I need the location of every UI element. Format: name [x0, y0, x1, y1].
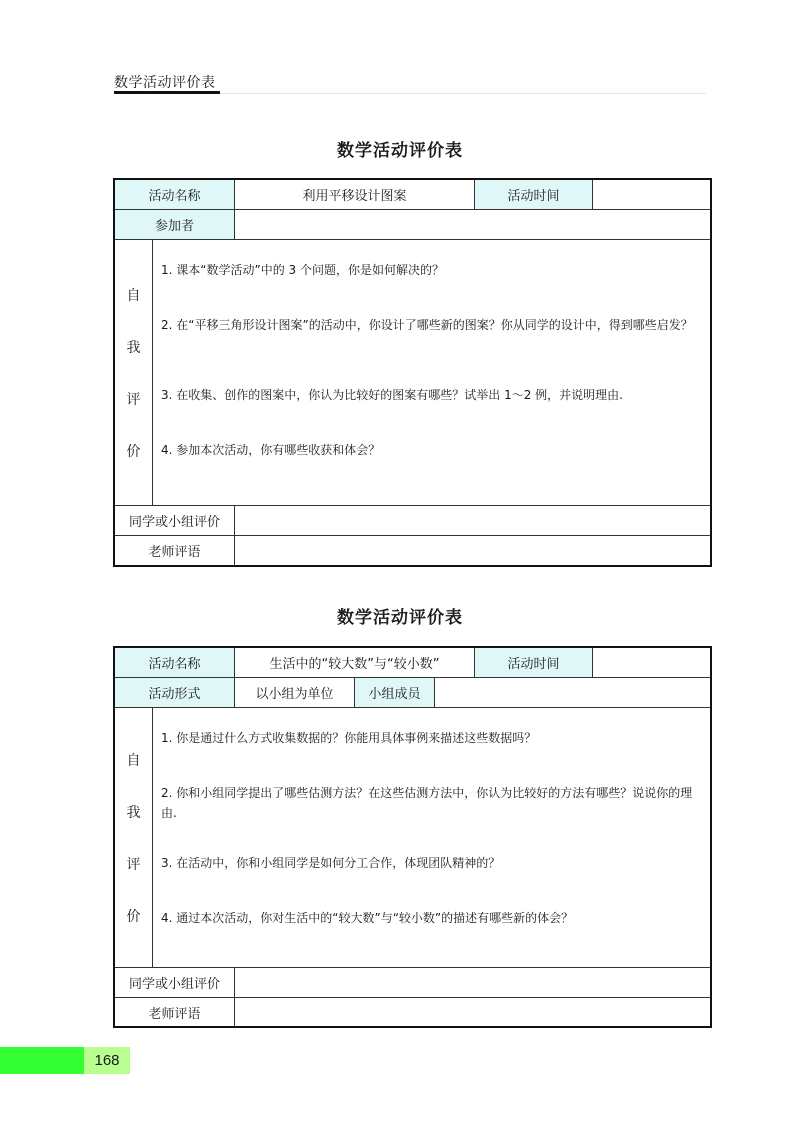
question-item: 3. 在活动中，你和小组同学是如何分工合作，体现团队精神的？ [161, 856, 501, 870]
activity-time-value [593, 180, 710, 209]
activity-name-value: 生活中的“较大数”与“较小数” [235, 648, 475, 677]
running-header-title: 数学活动评价表 [114, 75, 216, 91]
activity-time-label: 活动时间 [475, 648, 593, 677]
page-footer [0, 1047, 130, 1074]
activity-form-value: 以小组为单位 [235, 678, 355, 707]
peer-evaluation-value [235, 506, 710, 535]
participants-value [235, 210, 710, 239]
table-row [115, 678, 710, 708]
table-2-title: 数学活动评价表 [337, 608, 463, 628]
self-evaluation-label: 自 我 评 价 [115, 708, 153, 967]
table-row [115, 536, 710, 565]
question-item: 1. 课本“数学活动”中的 3 个问题，你是如何解决的？ [161, 263, 444, 277]
peer-evaluation-label: 同学或小组评价 [115, 968, 235, 997]
question-item: 4. 通过本次活动，你对生活中的“较大数”与“较小数”的描述有哪些新的体会？ [161, 911, 574, 925]
question-list [153, 708, 710, 967]
table-row [115, 998, 710, 1026]
table-row [115, 210, 710, 240]
page-number: 168 [84, 1047, 130, 1074]
table-row [115, 180, 710, 210]
self-evaluation-section [115, 240, 710, 506]
table-row [115, 506, 710, 536]
group-members-value [435, 678, 710, 707]
self-evaluation-label: 自 我 评 价 [115, 240, 153, 505]
teacher-comment-label: 老师评语 [115, 536, 235, 565]
table-row [115, 648, 710, 678]
activity-name-label: 活动名称 [115, 180, 235, 209]
question-item: 2. 在“平移三角形设计图案”的活动中，你设计了哪些新的图案？你从同学的设计中，得到哪些启发？ [161, 318, 693, 332]
teacher-comment-value [235, 998, 710, 1026]
self-evaluation-section [115, 708, 710, 968]
footer-color-bar [0, 1047, 84, 1074]
evaluation-table-1 [113, 178, 712, 567]
peer-evaluation-value [235, 968, 710, 997]
activity-name-label: 活动名称 [115, 648, 235, 677]
activity-form-label: 活动形式 [115, 678, 235, 707]
peer-evaluation-label: 同学或小组评价 [115, 506, 235, 535]
activity-name-value: 利用平移设计图案 [235, 180, 475, 209]
teacher-comment-label: 老师评语 [115, 998, 235, 1026]
participants-label: 参加者 [115, 210, 235, 239]
activity-time-value [593, 648, 710, 677]
evaluation-table-2 [113, 646, 712, 1028]
table-1-title: 数学活动评价表 [337, 141, 463, 161]
question-item: 1. 你是通过什么方式收集数据的？你能用具体事例来描述这些数据吗？ [161, 731, 537, 745]
question-list [153, 240, 710, 505]
table-row [115, 968, 710, 998]
header-rule-light [220, 93, 706, 94]
activity-time-label: 活动时间 [475, 180, 593, 209]
teacher-comment-value [235, 536, 710, 565]
header-rule [114, 91, 220, 94]
question-item: 3. 在收集、创作的图案中，你认为比较好的图案有哪些？试举出 1～2 例，并说明理由. [161, 388, 623, 402]
question-item: 4. 参加本次活动，你有哪些收获和体会？ [161, 443, 381, 457]
group-members-label: 小组成员 [355, 678, 435, 707]
question-item: 2. 你和小组同学提出了哪些估测方法？在这些估测方法中，你认为比较好的方法有哪些？说说你的理由. [161, 786, 693, 820]
